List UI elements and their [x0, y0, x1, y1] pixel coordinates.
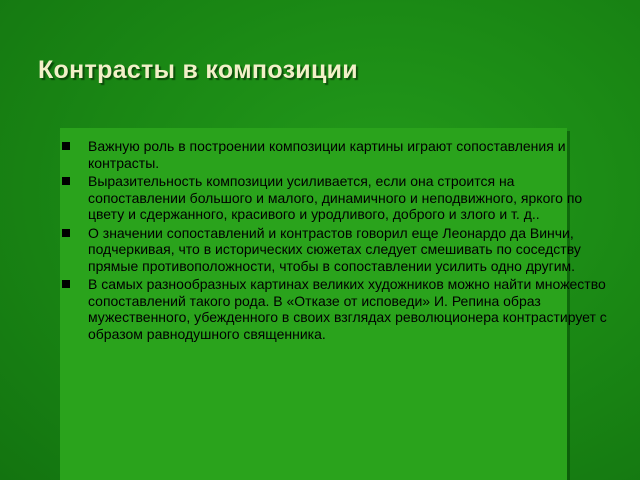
- bullet-list: [62, 138, 610, 344]
- bullet-text: Выразительность композиции усиливается, если она строится на сопоставлении большого и малого, динамичного и неподвижного, яркого по цвету и сдержанного, красивого и уродливого, доброго и злого и т. д..: [88, 173, 583, 222]
- bullet-text: В самых разнообразных картинах великих художников можно найти множество сопоставлений такого рода. В «Отказе от исповеди» И. Репина образ мужественного, убежденного в своих взглядах революционера контрастирует с образом равнодушного священника.: [88, 276, 607, 342]
- slide-title: Контрасты в композиции: [38, 56, 358, 84]
- bullet-item: [62, 138, 610, 171]
- square-bullet-icon: [62, 280, 70, 288]
- square-bullet-icon: [62, 177, 70, 185]
- bullet-text: О значении сопоставлений и контрастов говорил еще Леонардо да Винчи, подчеркивая, что в исторических сюжетах следует смешивать по соседству прямые противоположности, чтобы в сопоставлении усилить одно другим.: [88, 224, 581, 274]
- bullet-item: [62, 276, 610, 342]
- square-bullet-icon: [62, 229, 70, 237]
- square-bullet-icon: [62, 142, 70, 150]
- bullet-item: [62, 225, 610, 275]
- bullet-text: Важную роль в построении композиции картины играют сопоставления и контрасты.: [88, 138, 566, 171]
- bullet-item: [62, 173, 610, 223]
